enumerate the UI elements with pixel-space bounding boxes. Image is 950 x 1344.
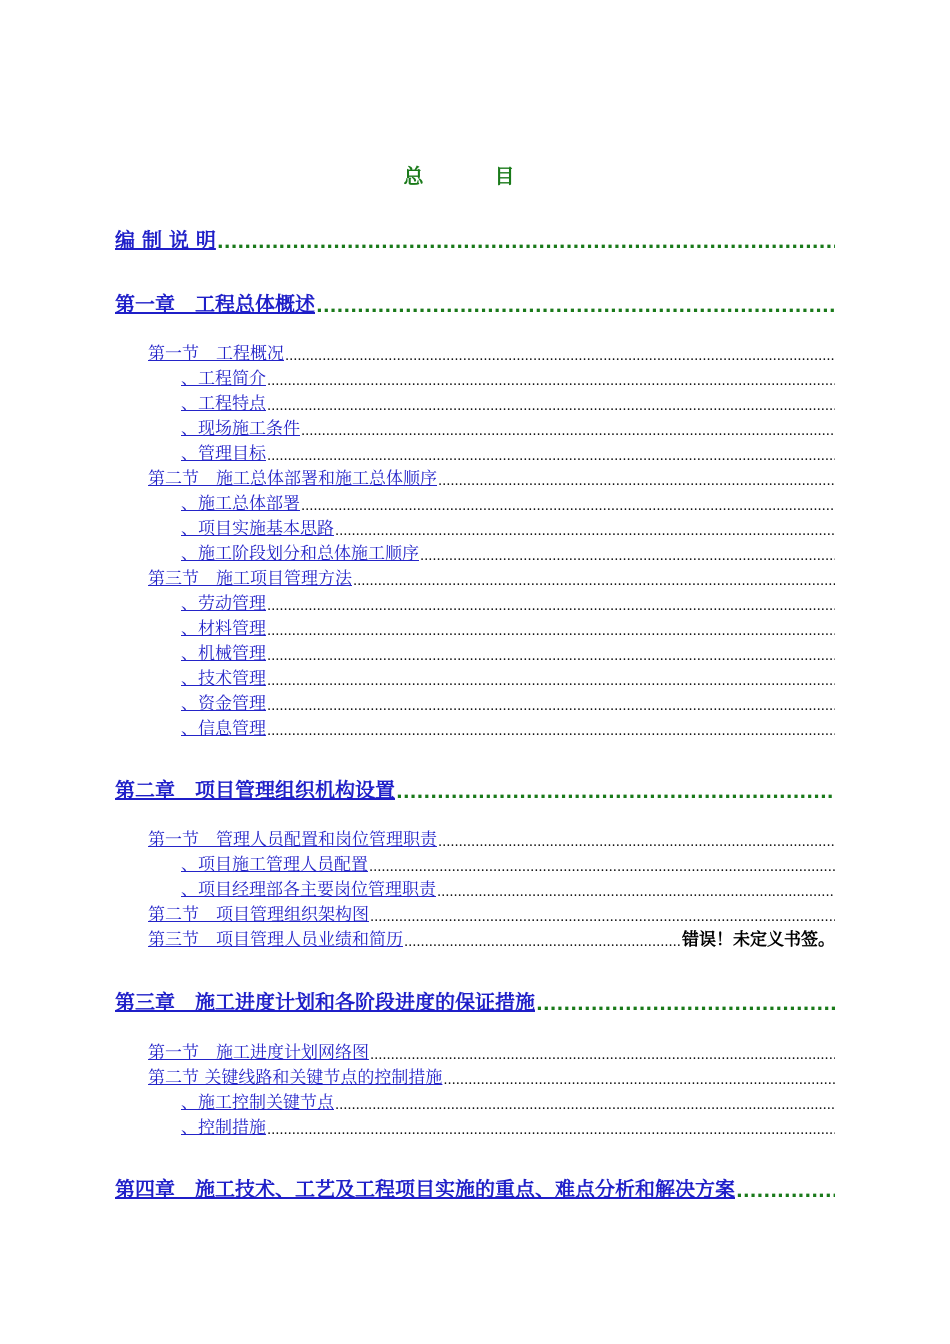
toc-entry-label[interactable]: 、施工总体部署 [181,494,300,514]
dot-leader [301,424,835,439]
toc-entry-label[interactable]: 、现场施工条件 [181,419,300,439]
toc-entry-label[interactable]: 、技术管理 [181,669,266,689]
toc-entry-label[interactable]: 、劳动管理 [181,594,266,614]
toc-entry-subsection[interactable] [181,689,835,714]
toc-entry-subsection[interactable] [181,589,835,614]
dot-leader [335,1098,835,1113]
dot-leader [267,699,835,714]
dot-leader [736,1181,835,1202]
toc-entry-label[interactable]: 、工程简介 [181,369,266,389]
toc-entry-chapter-3[interactable] [115,986,835,1015]
dot-leader [438,474,835,489]
dot-leader [437,885,835,900]
toc-entry-subsection[interactable] [181,714,835,739]
toc-entry-section[interactable] [148,339,835,364]
toc-entry-label[interactable]: 、项目施工管理人员配置 [181,855,368,875]
toc-entry-section[interactable] [148,564,835,589]
toc-entry-label[interactable]: 、管理目标 [181,444,266,464]
toc-entry-label[interactable]: 第二节 项目管理组织架构图 [148,905,369,925]
dot-leader [267,1123,835,1138]
toc-entry-label[interactable]: 第一章 工程总体概述 [115,292,315,316]
toc-entry-subsection[interactable] [181,614,835,639]
toc-entry-chapter-4[interactable] [115,1173,835,1202]
toc-entry-label[interactable]: 第三节 施工项目管理方法 [148,569,352,589]
dot-leader [396,782,835,803]
dot-leader [420,549,835,564]
page-ref-error: 错误！未定义书签。 [682,930,835,950]
toc-entry-label[interactable]: 、施工阶段划分和总体施工顺序 [181,544,419,564]
dot-leader [353,574,835,589]
toc-entry-label[interactable]: 、控制措施 [181,1118,266,1138]
dot-leader [267,674,835,689]
dot-leader [370,910,835,925]
toc-entry-label[interactable]: 第一节 管理人员配置和岗位管理职责 [148,830,437,850]
dot-leader [370,1048,835,1063]
toc-entry-section[interactable] [148,464,835,489]
toc-entry-label[interactable]: 第一节 工程概况 [148,344,284,364]
toc-entry-subsection[interactable] [181,389,835,414]
toc-entry-section[interactable] [148,825,835,850]
dot-leader [438,835,835,850]
toc-entry-chapter-2[interactable] [115,774,835,803]
dot-leader [404,935,680,950]
dot-leader [267,599,835,614]
toc-entry-section[interactable] [148,1063,835,1088]
toc-entry-subsection[interactable] [181,1113,835,1138]
dot-leader [267,649,835,664]
toc-entry-label[interactable]: 、机械管理 [181,644,266,664]
toc-entry-label[interactable]: 第三节 项目管理人员业绩和简历 [148,930,403,950]
toc-title: 总 目 [403,164,547,188]
toc-entry-label[interactable]: 第四章 施工技术、工艺及工程项目实施的重点、难点分析和解决方案 [115,1177,735,1201]
toc-entry-label[interactable]: 、项目实施基本思路 [181,519,334,539]
toc-entry-label[interactable]: 、信息管理 [181,719,266,739]
toc-entry-section[interactable] [148,1038,835,1063]
toc-entry-section[interactable] [148,900,835,925]
dot-leader [217,232,835,253]
toc-entry-preface[interactable] [115,224,835,253]
dot-leader [335,524,835,539]
toc-entry-subsection[interactable] [181,514,835,539]
toc-entry-subsection[interactable] [181,639,835,664]
toc-entry-subsection[interactable] [181,364,835,389]
toc-entry-subsection[interactable] [181,664,835,689]
toc-entry-label[interactable]: 编 制 说 明 [115,228,216,252]
toc-entry-label[interactable]: 、材料管理 [181,619,266,639]
toc-entry-subsection[interactable] [181,539,835,564]
toc-entry-label[interactable]: 第二章 项目管理组织机构设置 [115,778,395,802]
toc-entry-label[interactable]: 、项目经理部各主要岗位管理职责 [181,880,436,900]
dot-leader [267,399,835,414]
dot-leader [443,1073,835,1088]
dot-leader [369,860,835,875]
toc-entry-subsection[interactable] [181,439,835,464]
toc-entry-subsection[interactable] [181,1088,835,1113]
toc-entry-subsection[interactable] [181,875,835,900]
toc-entry-label[interactable]: 第二节 关键线路和关键节点的控制措施 [148,1068,443,1088]
toc-entry-subsection[interactable] [181,489,835,514]
toc-entry-label[interactable]: 、施工控制关键节点 [181,1093,334,1113]
toc-entry-label[interactable]: 第三章 施工进度计划和各阶段进度的保证措施 [115,990,535,1014]
toc-entry-subsection[interactable] [181,850,835,875]
dot-leader [267,624,835,639]
toc-entry-label[interactable]: 第一节 施工进度计划网络图 [148,1043,369,1063]
toc-entry-label[interactable]: 、资金管理 [181,694,266,714]
toc-entry-chapter-1[interactable] [115,288,835,317]
toc-entry-label[interactable]: 、工程特点 [181,394,266,414]
dot-leader [316,296,835,317]
dot-leader [267,449,835,464]
toc-entry-label[interactable]: 第二节 施工总体部署和施工总体顺序 [148,469,437,489]
toc-entry-section[interactable] [148,925,835,950]
dot-leader [267,724,835,739]
dot-leader [267,374,835,389]
toc-entry-subsection[interactable] [181,414,835,439]
dot-leader [536,994,835,1015]
dot-leader [285,349,835,364]
dot-leader [301,499,835,514]
